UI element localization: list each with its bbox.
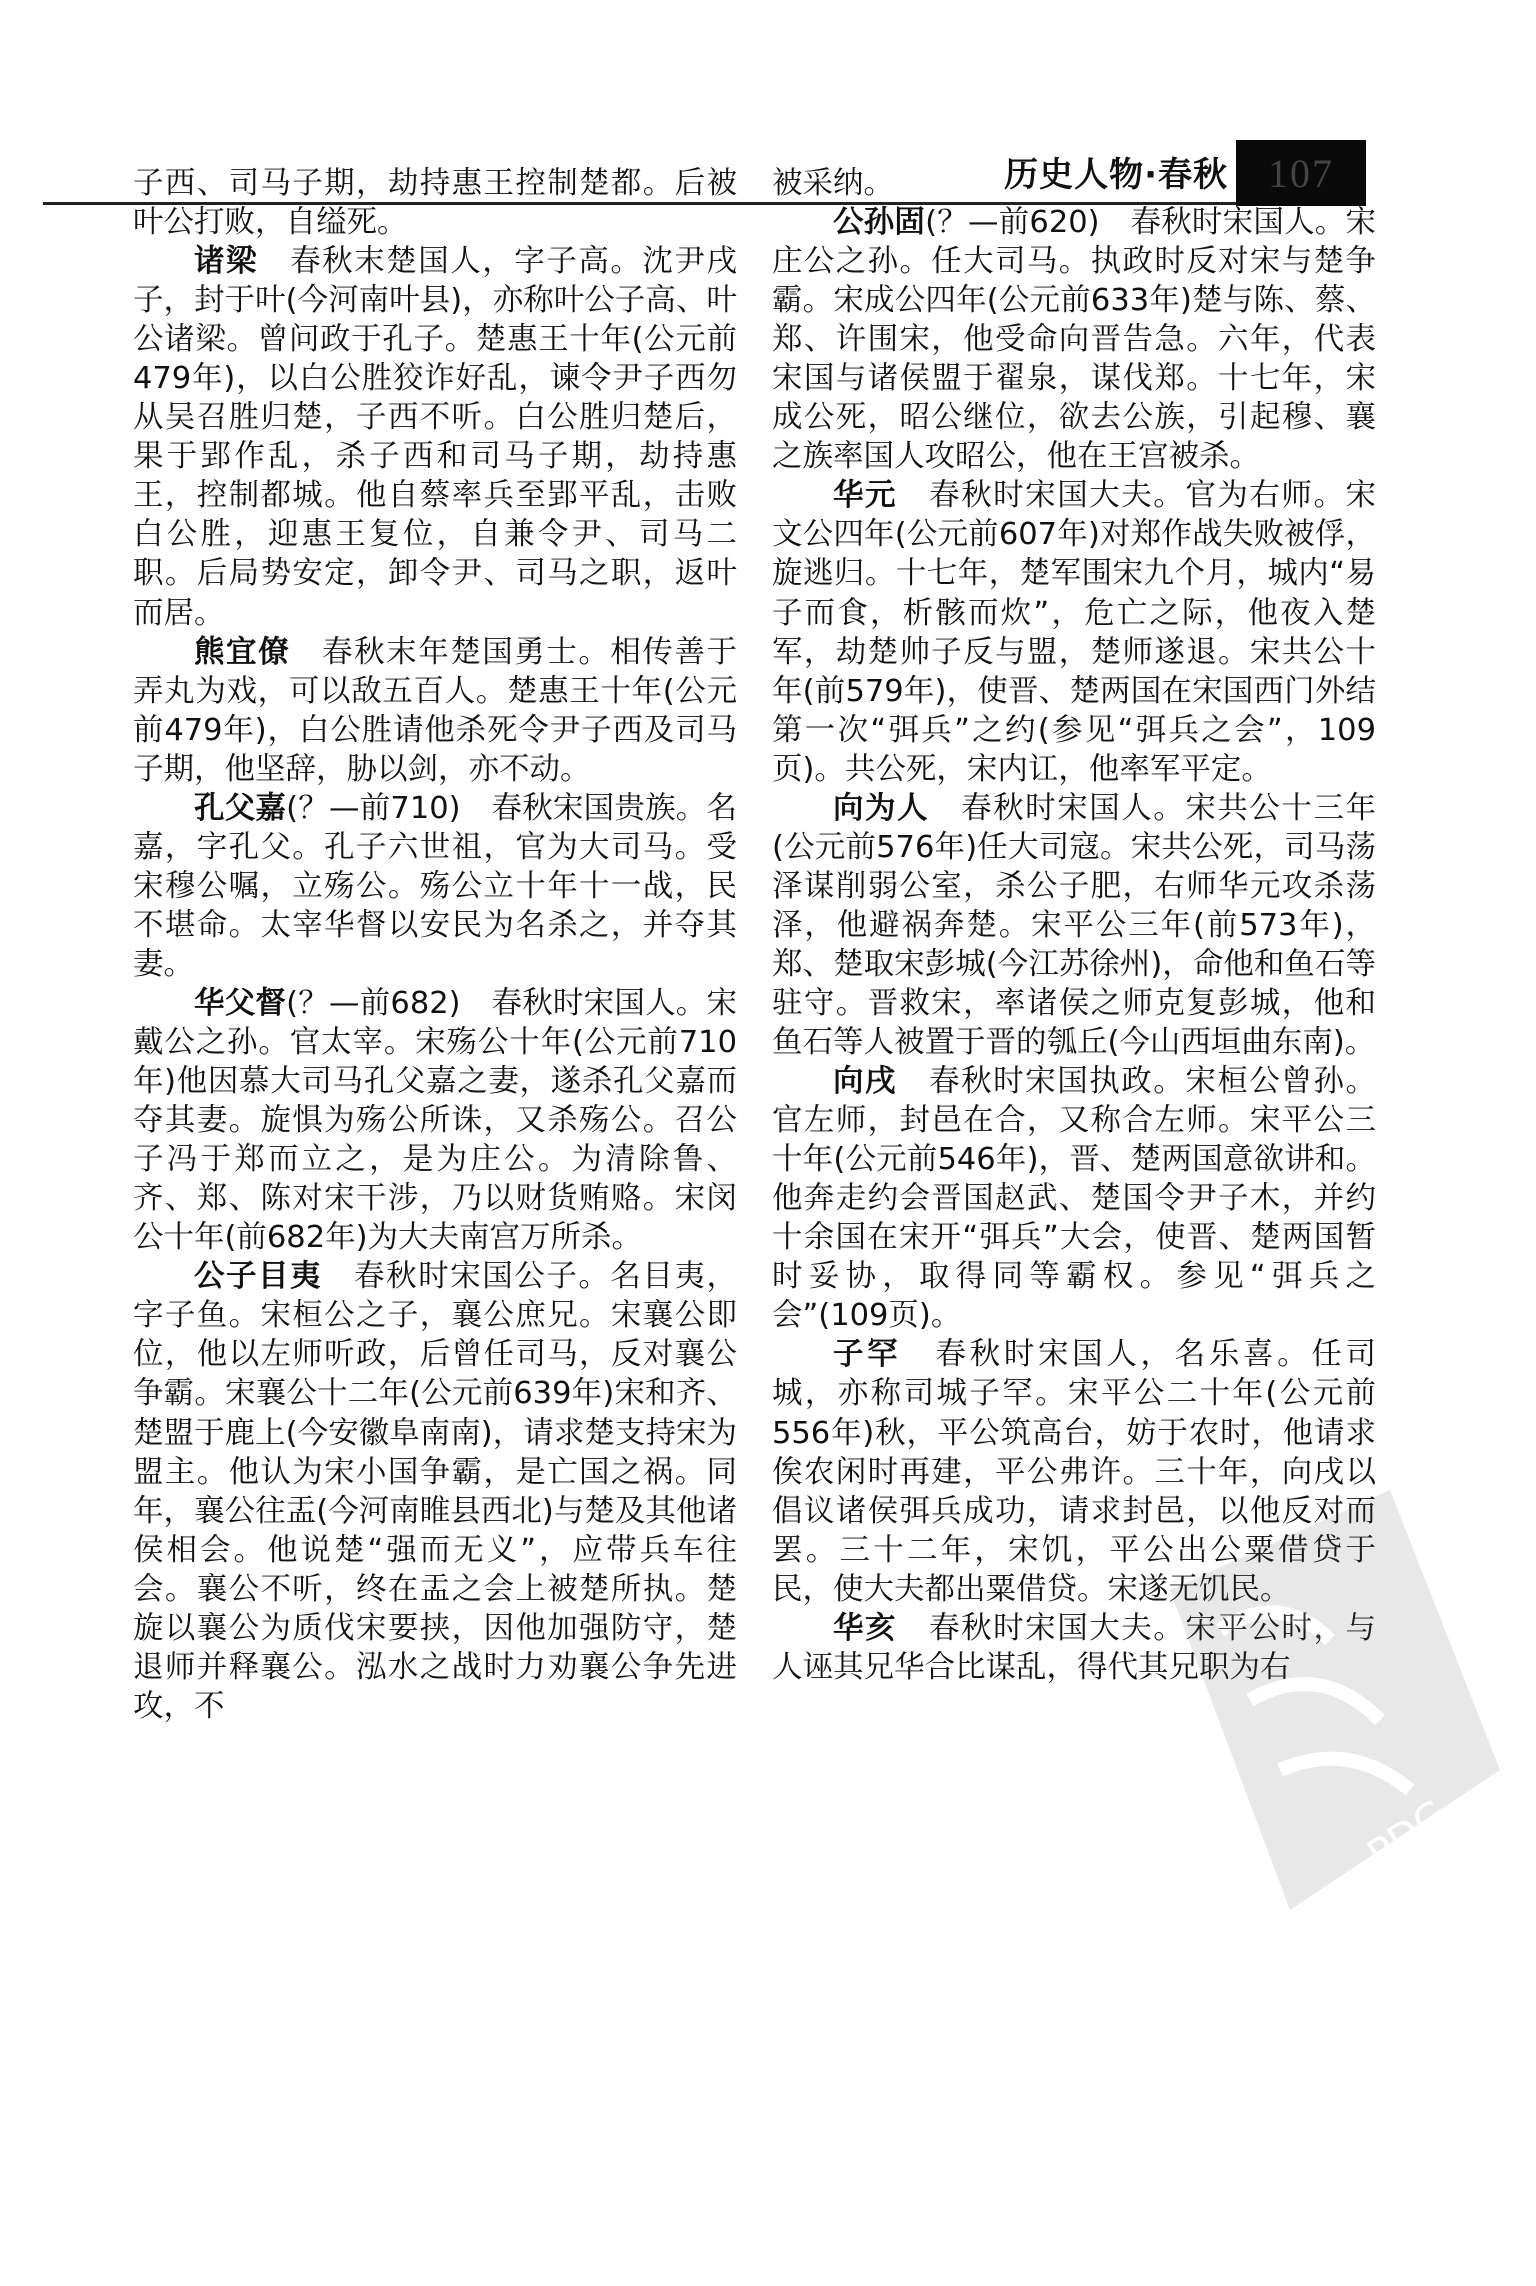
entry-body: (？—前620) 春秋时宋国人。宋庄公之孙。任大司马。执政时反对宋与楚争霸。宋成公四年(公元前633年)楚与陈、蔡、郑、许围宋，他受命向晋告急。六年，代表宋国与诸侯盟于翟泉，谋伐郑。十七年，宋成公死，昭公继位，欲去公族，引起穆、襄之族率国人攻昭公，他在王宫被杀。	[772, 205, 1377, 475]
entry-body: 春秋末楚国人，字子高。沈尹戌子，封于叶(今河南叶县)，亦称叶公子高、叶公诸梁。曾问政于孔子。楚惠王十年(公元前479年)，以白公胜狡诈好乱，谏令尹子西勿从吴召胜归楚，子西不听。白公胜归楚后，果于郢作乱，杀子西和司马子期，劫持惠王，控制都城。他自蔡率兵至郢平乱，击败白公胜，迎惠王复位，自兼令尹、司马二职。后局势安定，卸令尹、司马之职，返叶而居。	[133, 244, 737, 631]
entry-term: 向戌	[833, 1064, 898, 1100]
entry-xiangweiren	[772, 789, 1376, 1062]
text-column-right	[772, 164, 1376, 1687]
entry-body: (？—前682) 春秋时宋国人。宋戴公之孙。官太宰。宋殇公十年(公元前710年)他因慕大司马孔父嘉之妻，遂杀孔父嘉而夺其妻。旋惧为殇公所诛，又杀殇公。召公子冯于郑而立之，是为庄公。为清除鲁、齐、郑、陈对宋干涉，乃以财货贿赂。宋闵公十年(前682年)为大夫南宫万所杀。	[133, 985, 738, 1256]
watermark-label: PDG	[1359, 1791, 1457, 1879]
entry-xiangxu	[772, 1062, 1376, 1335]
entry-body: 子西、司马子期，劫持惠王控制楚都。后被叶公打败，自缢死。	[133, 166, 737, 241]
entry-continuation	[133, 164, 737, 242]
text-column-left	[133, 164, 737, 1726]
entry-term: 公子目夷	[194, 1259, 323, 1295]
entry-huayuan	[772, 476, 1376, 788]
entry-term: 华亥	[833, 1610, 898, 1646]
entry-term: 熊宜僚	[194, 634, 291, 670]
page-number: 107	[1268, 151, 1334, 196]
entry-term: 向为人	[833, 790, 930, 826]
entry-term: 子罕	[833, 1337, 902, 1373]
entry-gongzimuyi	[133, 1257, 737, 1726]
entry-body: 春秋末年楚国勇士。相传善于弄丸为戏，可以敌五百人。楚惠王十年(公元前479年)，白公胜请他杀死令尹子西及司马子期，他坚辞，胁以剑，亦不动。	[133, 634, 737, 787]
entry-term: 公孙固	[833, 205, 926, 241]
entry-kongfujia	[133, 789, 737, 984]
entry-body: 春秋时宋国人。宋共公十三年(公元前576年)任大司寇。宋共公死，司马荡泽谋削弱公室，杀公子肥，右师华元攻杀荡泽，他避祸奔楚。宋平公三年(前573年)，郑、楚取宋彭城(今江苏徐州)，命他和鱼石等驻守。晋救宋，率诸侯之师克复彭城，他和鱼石等人被置于晋的瓠丘(今山西垣曲东南)。	[772, 790, 1376, 1061]
entry-term: 华父督	[194, 985, 287, 1021]
entry-body: (？—前710) 春秋宋国贵族。名嘉，字孔父。孔子六世祖，官为大司马。受宋穆公嘱，立殇公。殇公立十年十一战，民不堪命。太宰华督以安民为名杀之，并夺其妻。	[133, 790, 738, 982]
entry-term: 孔父嘉	[194, 790, 287, 826]
entry-zhuliang	[133, 242, 737, 632]
entry-body: 春秋时宋国公子。名目夷，字子鱼。宋桓公之子，襄公庶兄。宋襄公即位，他以左师听政，后曾任司马，反对襄公争霸。宋襄公十二年(公元前639年)宋和齐、楚盟于鹿上(今安徽阜南南)，请求楚支持宋为盟主。他认为宋小国争霸，是亡国之祸。同年，襄公往盂(今河南睢县西北)与楚及其他诸侯相会。他说楚“强而无义”，应带兵车往会。襄公不听，终在盂之会上被楚所执。楚旋以襄公为质伐宋要挟，因他加强防守，楚退师并释襄公。泓水之战时力劝襄公争先进攻，不	[133, 1259, 737, 1724]
entry-term: 华元	[833, 478, 898, 514]
running-header-title: 历史人物·春秋	[1004, 155, 1228, 195]
entry-huafudu	[133, 984, 737, 1257]
entry-zihan	[772, 1335, 1376, 1608]
entry-body: 被采纳。	[772, 166, 894, 201]
entry-xiongyiliao	[133, 633, 737, 789]
entry-body: 春秋时宋国大夫。官为右师。宋文公四年(公元前607年)对郑作战失败被俘，旋逃归。十七年，楚军围宋九个月，城内“易子而食，析骸而炊”，危亡之际，他夜入楚军，劫楚帅子反与盟，楚师遂退。宋共公十年(前579年)，使晋、楚两国在宋国西门外结第一次“弭兵”之约(参见“弭兵之会”，109页)。共公死，宋内讧，他率军平定。	[772, 478, 1376, 787]
entry-body: 春秋时宋国人，名乐喜。任司城，亦称司城子罕。宋平公二十年(公元前556年)秋，平公筑高台，妨于农时，他请求俟农闲时再建，平公弗许。三十年，向戌以倡议诸侯弭兵成功，请求封邑，以他反对而罢。三十二年，宋饥，平公出公粟借贷于民，使大夫都出粟借贷。宋遂无饥民。	[772, 1337, 1377, 1607]
entry-gongsungu	[772, 203, 1376, 476]
entry-huahai	[772, 1609, 1376, 1687]
entry-body: 春秋时宋国执政。宋桓公曾孙。官左师，封邑在合，又称合左师。宋平公三十年(公元前546年)，晋、楚两国意欲讲和。他奔走约会晋国赵武、楚国令尹子木，并约十余国在宋开“弭兵”大会，使晋、楚两国暂时妥协，取得同等霸权。参见“弭兵之会”(109页)。	[772, 1064, 1376, 1334]
entry-term: 诸梁	[194, 244, 259, 280]
entry-body: 春秋时宋国大夫。宋平公时，与人诬其兄华合比谋乱，得代其兄职为右	[772, 1610, 1376, 1685]
entry-continuation	[772, 164, 1376, 203]
